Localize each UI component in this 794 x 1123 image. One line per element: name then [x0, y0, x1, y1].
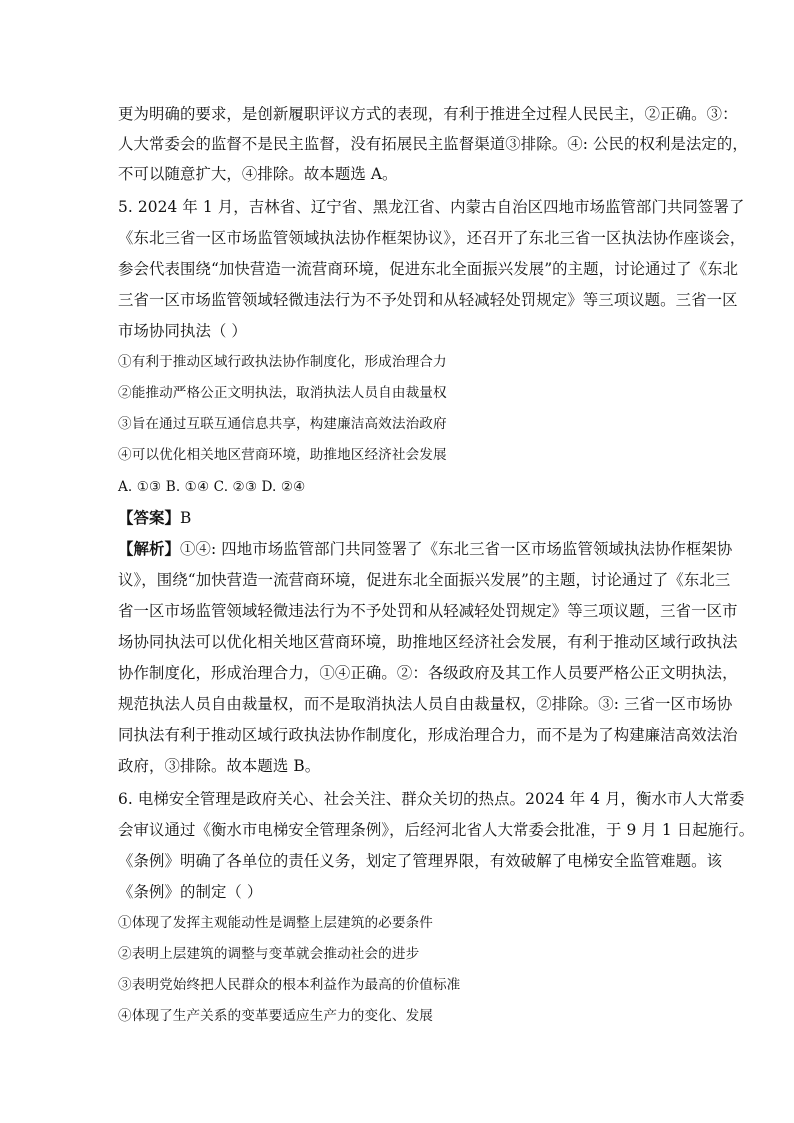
q6-stem-line-1: 6. 电梯安全管理是政府关心、社会关注、群众关切的热点。2024 年 4 月，衡水市人大常委 [118, 790, 745, 808]
q6-option-1: ①体现了发挥主观能动性是调整上层建筑的必要条件 [118, 915, 433, 931]
q5-analysis-line-8: 政府，③排除。故本题选 B。 [118, 757, 321, 775]
q6-option-2: ②表明上层建筑的调整与变革就会推动社会的进步 [118, 946, 420, 962]
q5-analysis-line-7: 同执法有利于推动区域行政执法协作制度化，形成治理合力，而不是为了构建廉洁高效法治 [118, 726, 738, 744]
q6-stem-line-3: 《条例》明确了各单位的责任义务，划定了管理界限，有效破解了电梯安全监管难题。该 [118, 852, 723, 870]
q5-answer [118, 508, 191, 528]
q5-stem-line-2: 《东北三省一区市场监管领域执法协作框架协议》，还召开了东北三省一区执法协作座谈会， [118, 229, 746, 247]
q5-analysis-line-4: 场协同执法可以优化相关地区营商环境，助推地区经济社会发展，有利于推动区域行政执法 [118, 633, 738, 651]
answer-value: B [179, 509, 192, 527]
q5-analysis-line-5: 协作制度化，形成治理合力，①④正确。②：各级政府及其工作人员要严格公正文明执法， [118, 664, 738, 682]
analysis-label: 【解析】 [118, 540, 180, 558]
q5-choices: A. ①③ B. ①④ C. ②③ D. ②④ [118, 479, 306, 495]
q6-stem-line-4: 《条例》的制定（ ） [118, 883, 263, 901]
q6-option-4: ④体现了生产关系的变革要适应生产力的变化、发展 [118, 1008, 433, 1024]
q5-stem-line-4: 三省一区市场监管领域轻微违法行为不予处罚和从轻减轻处罚规定》等三项议题。三省一区 [118, 291, 738, 309]
q5-analysis-line-1 [118, 539, 732, 559]
q6-stem-line-2: 会审议通过《衡水市电梯安全管理条例》，后经河北省人大常委会批准，于 9 月 1 日起施行。 [118, 821, 755, 839]
q5-option-2: ②能推动严格公正文明执法，取消执法人员自由裁量权 [118, 385, 447, 401]
q5-stem-line-3: 参会代表围绕“加快营造一流营商环境，促进东北全面振兴发展”的主题，讨论通过了《东北 [118, 260, 739, 278]
q5-analysis-line-3: 省一区市场监管领域轻微违法行为不予处罚和从轻减轻处罚规定》等三项议题，三省一区市 [118, 602, 738, 620]
q5-analysis-line-6: 规范执法人员自由裁量权，而不是取消执法人员自由裁量权，②排除。③: 三省一区市场协 [118, 695, 733, 713]
q5-option-3: ③旨在通过互联互通信息共享，构建廉洁高效法治政府 [118, 416, 447, 432]
q5-analysis-line-2: 议》，围绕“加快营造一流营商环境，促进东北全面振兴发展”的主题，讨论通过了《东北三 [118, 571, 731, 589]
answer-label: 【答案】 [118, 509, 180, 527]
q5-option-4: ④可以优化相关地区营商环境，助推地区经济社会发展 [118, 447, 447, 463]
prev-explanation-line-2: 人大常委会的监督不是民主监督，没有拓展民主监督渠道③排除。④: 公民的权利是法定的， [118, 135, 748, 153]
q6-option-3: ③表明党始终把人民群众的根本利益作为最高的价值标准 [118, 977, 461, 993]
q5-option-1: ①有利于推动区域行政执法协作制度化，形成治理合力 [118, 354, 447, 370]
analysis-text: ①④: 四地市场监管部门共同签署了《东北三省一区市场监管领域执法协作框架协 [179, 540, 733, 558]
prev-explanation-line-1: 更为明确的要求，是创新履职评议方式的表现，有利于推进全过程人民民主，②正确。③： [118, 105, 738, 123]
q5-stem-line-1: 5. 2024 年 1 月，吉林省、辽宁省、黑龙江省、内蒙古自治区四地市场监管部门共同签署了 [118, 198, 745, 216]
prev-explanation-line-3: 不可以随意扩大，④排除。故本题选 A。 [118, 165, 398, 183]
q5-stem-line-5: 市场协同执法（ ） [118, 322, 247, 340]
